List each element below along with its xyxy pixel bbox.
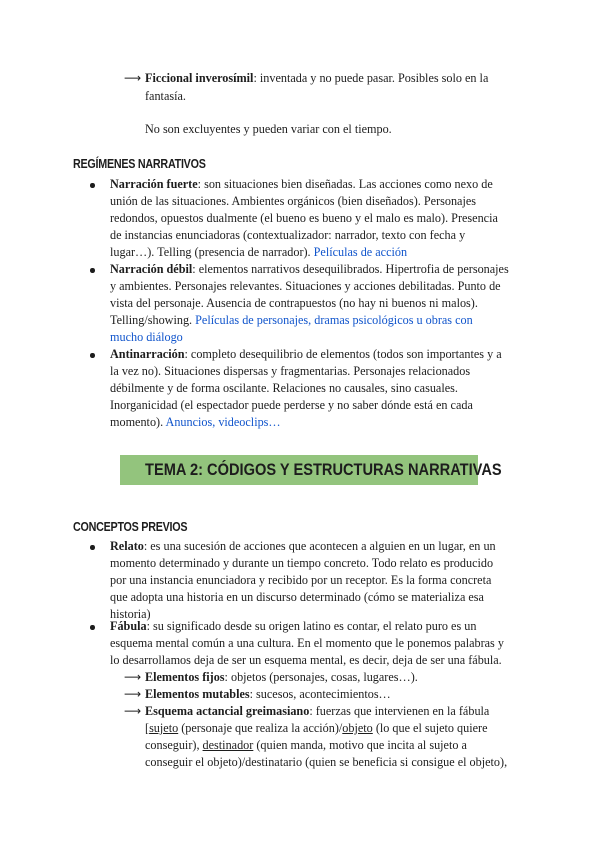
text-line: y ambientes. Personajes relevantes. Situaciones y acciones debilitadas. Punto de xyxy=(110,279,501,293)
text-line: Inorganicidad (el espectador puede perderse y no saber dónde está en cada xyxy=(110,398,473,412)
text-line: vista del personaje. Ausencia de contrapuestos (no hay ni buenos ni malos). xyxy=(110,296,478,310)
text-line: débilmente y de forma oscilante. Relaciones no causales, sino casuales. xyxy=(110,381,458,395)
arrow-bullet-icon: ⟶ xyxy=(124,670,142,684)
text-line: por una instancia enunciadora y recibido por un receptor. Es la forma concreta xyxy=(110,573,492,587)
example-link: mucho diálogo xyxy=(110,330,183,344)
text-line xyxy=(110,329,183,346)
list-item-fijos: Elementos fijos: objetos (personajes, cosas, lugares…). xyxy=(145,670,418,684)
list-item: Ficcional inverosímil: inventada y no puede pasar. Posibles solo en la xyxy=(145,71,489,85)
note-text: No son excluyentes y pueden variar con el tiempo. xyxy=(145,122,392,136)
bullet-icon xyxy=(90,183,95,188)
list-item-mutables: Elementos mutables: sucesos, acontecimientos… xyxy=(145,687,391,701)
bullet-icon xyxy=(90,268,95,273)
arrow-bullet-icon: ⟶ xyxy=(124,687,142,701)
list-item-debil: Narración débil: elementos narrativos desequilibrados. Hipertrofia de personajes xyxy=(110,262,509,276)
example-link: Películas de personajes, dramas psicológicos u obras con xyxy=(195,313,473,327)
text-line: momento determinado y durante un tiempo concreto. Todo relato es producido xyxy=(110,556,494,570)
bullet-icon xyxy=(90,353,95,358)
text-line: que adopta una historia en un discurso determinado (cómo se materializa esa xyxy=(110,590,484,604)
text-line: conseguir), destinador (quien manda, motivo que incita al sujeto a xyxy=(145,738,467,752)
text-line: lugar…). Telling (presencia de narrador). Películas de acción xyxy=(110,245,408,259)
text-line: conseguir el objeto)/destinatario (quien se beneficia si consigue el objeto), xyxy=(145,755,508,769)
section-heading-regimenes: REGÍMENES NARRATIVOS xyxy=(73,157,206,171)
arrow-bullet-icon: ⟶ xyxy=(124,71,142,85)
text-line: la vez no). Situaciones dispersas y fragmentarias. Personajes relacionados xyxy=(110,364,471,378)
list-item-cont: fantasía. xyxy=(145,89,186,103)
text-line: Telling/showing. Películas de personajes, dramas psicológicos u obras con xyxy=(110,313,473,327)
text-line: momento). Anuncios, videoclips… xyxy=(110,415,281,429)
example-link: Películas de acción xyxy=(313,245,408,259)
text-line: [sujeto (personaje que realiza la acción)/objeto (lo que el sujeto quiere xyxy=(145,721,488,735)
text-line: historia) xyxy=(110,607,151,621)
text-line: esquema mental común a una cultura. En el momento que le ponemos palabras y xyxy=(110,636,504,650)
text-line: lo desarrollamos deja de ser un esquema mental, es decir, deja de ser una fábula. xyxy=(110,653,502,667)
list-item-relato: Relato: es una sucesión de acciones que acontecen a alguien en un lugar, en un xyxy=(110,539,496,553)
arrow-bullet-icon: ⟶ xyxy=(124,704,142,718)
list-item-actancial: Esquema actancial greimasiano: fuerzas que intervienen en la fábula xyxy=(145,704,490,718)
chapter-title-box xyxy=(120,455,502,485)
bullet-icon xyxy=(90,545,95,550)
list-item-fabula: Fábula: su significado desde su origen latino es contar, el relato puro es un xyxy=(110,619,477,633)
section-heading-conceptos: CONCEPTOS PREVIOS xyxy=(73,520,188,534)
text-line: redondos, opuestos dualmente (el bueno es bueno y el malo es malo). Presencia xyxy=(110,211,498,225)
list-item-fuerte: Narración fuerte: son situaciones bien diseñadas. Las acciones como nexo de xyxy=(110,177,493,191)
chapter-title: TEMA 2: CÓDIGOS Y ESTRUCTURAS NARRATIVAS xyxy=(145,460,502,479)
text-line: unión de las situaciones. Ambientes orgánicos (bien diseñados). Personajes xyxy=(110,194,477,208)
example-link: Anuncios, videoclips… xyxy=(165,415,281,429)
list-item-antinarracion: Antinarración: completo desequilibrio de elementos (todos son importantes y a xyxy=(110,347,502,361)
bullet-icon xyxy=(90,625,95,630)
text-line: de instancias enunciadoras (contextualizador: narrador, texto con fecha y xyxy=(110,228,466,242)
